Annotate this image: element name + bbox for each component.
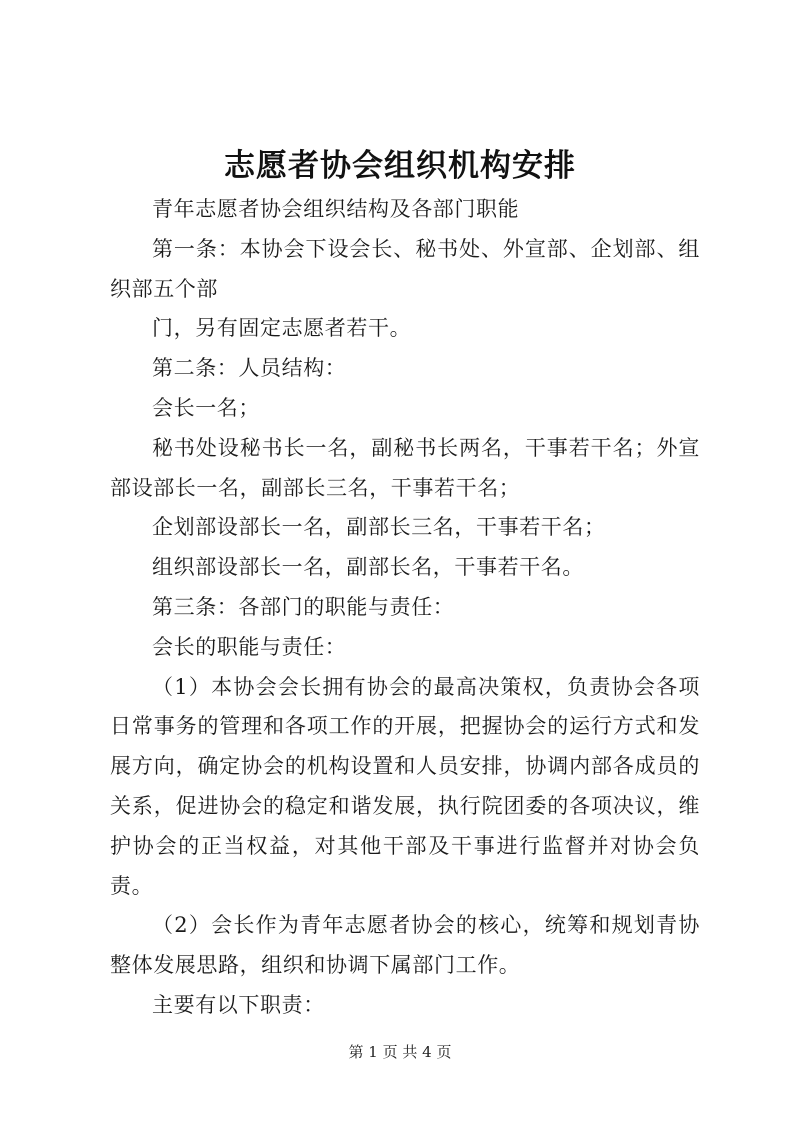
paragraph: 会长的职能与责任：	[152, 634, 347, 659]
paragraph: 第一条：本协会下设会长、秘书处、外宣部、企划部、组织部五个部	[110, 236, 700, 301]
document-title: 志愿者协会组织机构安排	[224, 148, 576, 184]
paragraph: 会长一名；	[152, 395, 260, 420]
paragraph: 秘书处设秘书长一名，副秘书长两名，干事若干名；外宣部设部长一名，副部长三名，干事若干名；	[110, 435, 700, 500]
paragraph: 青年志愿者协会组织结构及各部门职能	[152, 197, 520, 221]
paragraph: 企划部设部长一名，副部长三名，干事若干名；	[152, 515, 606, 540]
paragraph: 门，另有固定志愿者若干。	[152, 316, 412, 341]
page-number-footer: 第 1 页 共 4 页	[348, 1043, 452, 1061]
paragraph: （2）会长作为青年志愿者协会的核心，统筹和规划青协整体发展思路，组织和协调下属部门工作。	[110, 913, 700, 978]
paragraph: 主要有以下职责：	[152, 992, 325, 1017]
paragraph: 第三条：各部门的职能与责任：	[152, 594, 455, 619]
paragraph: （1）本协会会长拥有协会的最高决策权，负责协会各项日常事务的管理和各项工作的开展，把握协会的运行方式和发展方向，确定协会的机构设置和人员安排，协调内部各成员的关系，促进协会的稳定和谐发展，执行院团委的各项决议，维护协会的正当权益，对其他干部及干事进行监督并对协会负责。	[110, 674, 700, 898]
document-body	[110, 190, 700, 1026]
paragraph: 第二条：人员结构：	[152, 356, 347, 381]
paragraph: 组织部设部长一名，副部长名，干事若干名。	[152, 555, 584, 580]
